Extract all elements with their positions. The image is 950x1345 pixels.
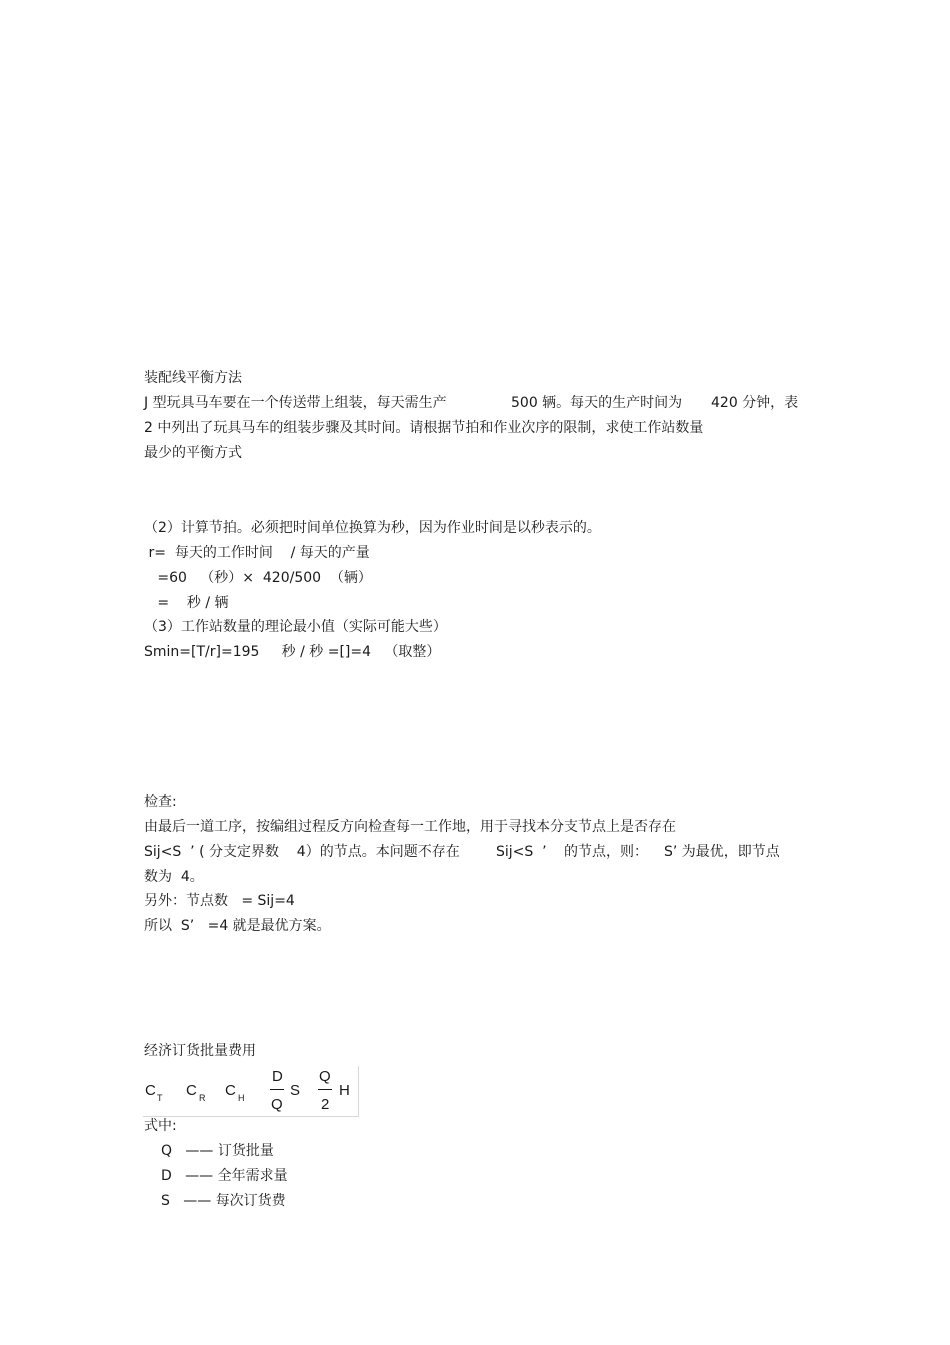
formula-two-denominator: 2 [321,1096,330,1113]
check-line-2d: S’ 为最优，即节点 [664,844,780,860]
formula-d-numerator: D [272,1068,283,1085]
check-line-3: 数为 4。 [144,869,204,885]
smin-formula: Smin=[T/r]=195 秒 / 秒 =[]=4 （取整） [144,644,441,660]
where-label: 式中: [144,1118,177,1134]
cycle-time-calculation: =60 （秒）× 420/500 （辆） [144,570,372,586]
formula-ch: C [225,1082,236,1099]
node-count-line: 另外：节点数 = Sij=4 [144,893,295,909]
check-line-2b: Sij<S ’ [496,844,547,860]
step-3-min-stations: （3）工作站数量的理论最小值（实际可能大些） [144,619,447,635]
check-line-2c: 的节点，则： [564,844,648,860]
problem-line-1c: 420 分钟，表 [711,395,799,411]
check-line-1: 由最后一道工序，按编组过程反方向检查每一工作地，用于寻找本分支节点上是否存在 [144,819,676,835]
formula-s: S [290,1082,301,1099]
formula-q-denominator: Q [271,1096,283,1113]
cycle-time-result: = 秒 / 辆 [144,595,229,611]
formula-q-numerator: Q [319,1068,331,1085]
formula-cr-subscript: R [199,1093,206,1103]
problem-line-2: 2 中列出了玩具马车的组装步骤及其时间。请根据节拍和作业次序的限制，求使工作站数量 [144,420,704,436]
formula-ct-subscript: T [157,1093,163,1103]
conclusion-line: 所以 S’ =4 就是最优方案。 [144,918,331,934]
definition-s: S —— 每次订货费 [161,1193,286,1209]
check-title: 检查: [144,794,177,810]
section-title-eoq: 经济订货批量费用 [144,1043,256,1059]
fraction-bar-d-q [270,1089,284,1090]
eoq-formula [143,1066,359,1117]
check-line-2a: Sij<S ’ ( 分支定界数 4）的节点。本问题不存在 [144,844,460,860]
problem-line-1b: 500 辆。每天的生产时间为 [511,395,683,411]
cycle-time-formula: r= 每天的工作时间 / 每天的产量 [144,545,370,561]
definition-q: Q —— 订货批量 [161,1143,274,1159]
problem-line-3: 最少的平衡方式 [144,445,242,461]
fraction-bar-q-2 [318,1089,332,1090]
formula-ct: C [145,1082,156,1099]
formula-h: H [339,1082,350,1099]
formula-cr: C [186,1082,197,1099]
definition-d: D —— 全年需求量 [161,1168,288,1184]
formula-ch-subscript: H [238,1093,245,1103]
problem-line-1a: J 型玩具马车要在一个传送带上组装，每天需生产 [144,395,447,411]
section-title-line-balancing: 装配线平衡方法 [144,370,242,386]
step-2-cycle-time: （2）计算节拍。必须把时间单位换算为秒，因为作业时间是以秒表示的。 [144,520,601,536]
